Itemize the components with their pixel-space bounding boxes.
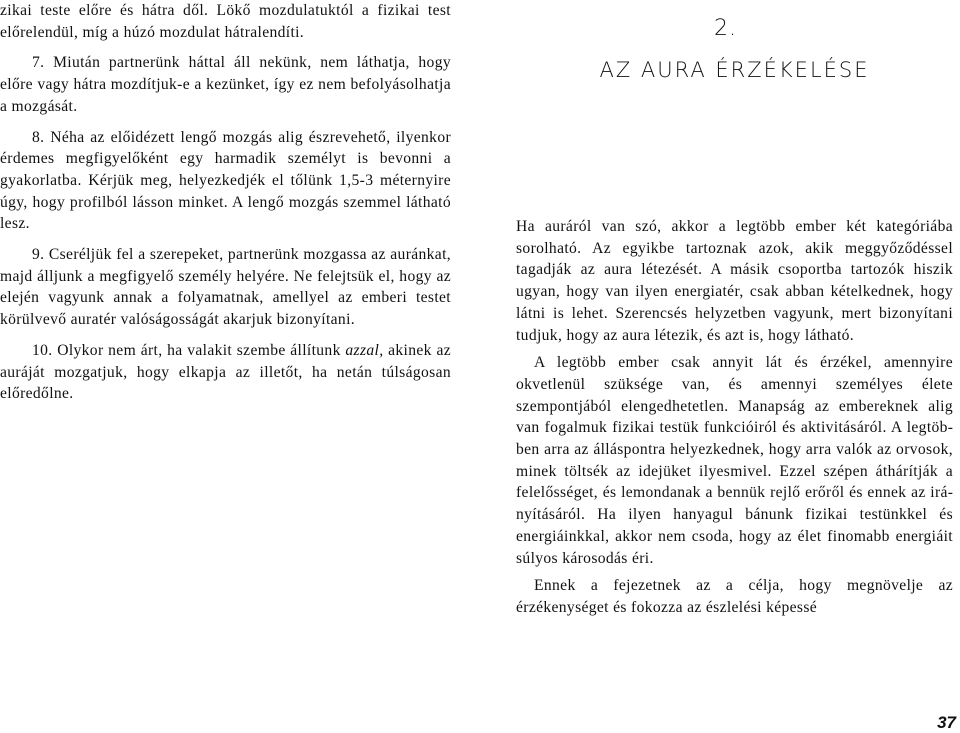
item-number: 10. xyxy=(32,341,53,359)
item-number: 9. xyxy=(32,246,45,264)
right-column xyxy=(516,216,953,619)
body-paragraph: Ennek a fejezetnek az a célja, hogy megnövelje az érzékenységet és fokozza az észlelési képessé xyxy=(516,577,953,616)
item-number: 8. xyxy=(32,128,45,146)
list-item xyxy=(0,52,451,117)
item-text-before: Olykor nem árt, ha valakit szembe állítunk xyxy=(57,341,341,359)
page-number: 37 xyxy=(937,713,956,732)
chapter-title: AZ AURA ÉRZÉKELÉSE xyxy=(599,58,870,82)
list-item xyxy=(0,340,451,405)
chapter-number: 2. xyxy=(714,16,737,41)
body-paragraph: Ha auráról van szó, akkor a legtöbb ember két kategóriába sorolható. Az egyikbe tartoznak azok, akik meggyőződéssel tagadják az aura létezését. A másik csoportba tartozók hiszik ugyan, hogy van ilyen energiatér, csak abban kételkednek, hogy látni is lehet. Szerencsés helyzetben vagyunk, mert bizonyítani tudjuk, hogy az aura létezik, és azt is, hogy látható. xyxy=(516,218,953,344)
list-item xyxy=(0,127,451,236)
left-column xyxy=(0,0,451,405)
item-text: Néha az előidézett lengő mozgás alig észrevehető, ilyenkor érdemes megfigyelőként egy harmadik személyt is bevonni a gyakorlatba. Kérjük meg, helyezkedjék el tőlünk 1,5-3 méternyire úgy, hogy profilból lásson minket. A lengő mozgás szemmel látható lesz. xyxy=(0,128,452,233)
item-text: Miután partnerünk háttal áll nekünk, nem láthatja, hogy előre vagy hátra mozdítjuk-e a kezünket, így ez nem befolyásolhatja a mozgását. xyxy=(0,54,451,115)
item-emphasis: azzal, xyxy=(345,341,384,359)
item-text-after: akinek az auráját mozgatjuk, hogy elkapja az illetőt, ha netán túlságosan előredőlne. xyxy=(0,341,452,403)
item-number: 7. xyxy=(32,54,45,72)
item-text: Cseréljük fel a szerepeket, partnerünk mozgassa az auránkat, majd álljunk a megfigyelő személy helyére. Ne felejtsük el, hogy az elején vagyunk annak a folyamatnak, amellyel az emberi testet körülvevő auratér valóságosságát akarjuk bizonyítani. xyxy=(0,246,452,329)
list-item xyxy=(0,244,451,331)
continuation-paragraph: zikai teste előre és hátra dől. Lökő mozdulatuktól a fizikai test előrelendül, míg a húzó mozdulat hátralendíti. xyxy=(0,2,451,41)
body-paragraph: A legtöbb ember csak annyit lát és érzékel, amennyire okvetlenül szüksége van, és amennyi személyes élete szempontjából elengedhetetlen. Manapság az embereknek alig van fogalmuk fizikai testük funkcióiról és aktivitásáról. A legtöbben arra az álláspontra helyezkednek, hogy arra valók az orvosok, minek töltsék az idejüket ilyesmivel. Ezzel szépen áthárítják a felelősséget, és lemondanak a bennük rejlő erőről és ennek az irányításáról. Ha ilyen hanyagul bánunk fizikai testünkkel és energiáinkkal, akkor nem csoda, hogy az élet finomabb energiáit súlyos károsodás éri. xyxy=(516,354,953,567)
